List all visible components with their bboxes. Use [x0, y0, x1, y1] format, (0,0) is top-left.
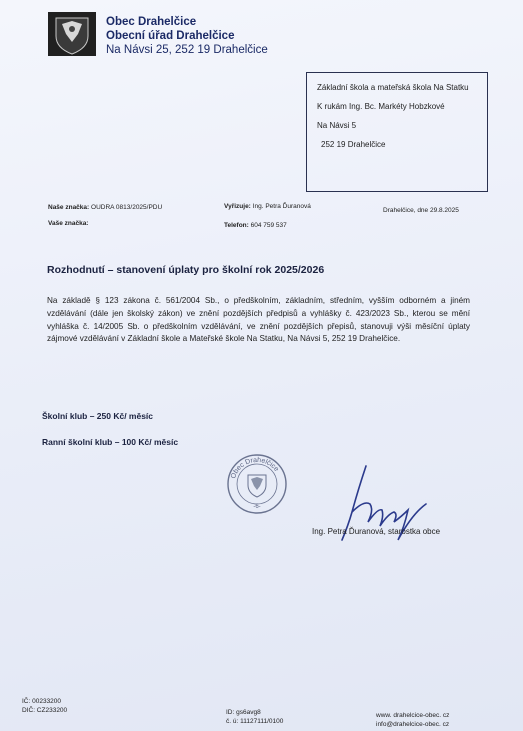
footer-dic: DIČ: CZ233200	[22, 707, 68, 714]
municipality-header	[106, 15, 268, 57]
footer-ids	[22, 697, 67, 715]
signatory: Ing. Petra Ďuranová, starostka obce	[312, 527, 441, 536]
footer-web-link[interactable]: www. drahelcice-obec. cz	[376, 712, 450, 719]
recipient-line-2: K rukám Ing. Bc. Markéty Hobzkové	[317, 102, 445, 111]
footer-ic: IČ: 00233200	[22, 698, 62, 705]
recipient-line-3: Na Návsi 5	[317, 121, 357, 130]
footer-contact	[376, 711, 449, 729]
footer-account: č. ú: 11127111/0100	[226, 718, 284, 725]
footer-bank	[226, 708, 283, 726]
our-reference-label: Naše značka:	[48, 204, 90, 211]
handled-by	[224, 203, 311, 210]
coat-of-arms-icon	[48, 12, 96, 56]
phone-value: 604 759 537	[250, 222, 287, 229]
handled-by-label: Vyřizuje:	[224, 203, 251, 210]
your-reference	[48, 220, 88, 227]
fee-school-club: Školní klub – 250 Kč/ měsíc	[42, 411, 154, 421]
fee-morning-club: Ranní školní klub – 100 Kč/ měsíc	[42, 437, 179, 447]
header-line-2: Obecní úřad Drahelčice	[106, 30, 235, 42]
your-reference-label: Vaše značka:	[48, 220, 89, 227]
document-date: Drahelčice, dne 29.8.2025	[383, 207, 459, 214]
our-reference-value: OUDRA 0813/2025/PDU	[91, 204, 163, 211]
official-stamp	[226, 453, 288, 515]
footer-email-link[interactable]: info@drahelcice-obec. cz	[376, 721, 450, 728]
document-title: Rozhodnutí – stanovení úplaty pro školní rok 2025/2026	[47, 264, 325, 276]
header-line-1: Obec Drahelčice	[106, 16, 197, 28]
our-reference	[48, 204, 162, 211]
stamp-text: Obec Drahelčice	[229, 456, 280, 480]
header-line-3: Na Návsi 25, 252 19 Drahelčice	[106, 44, 268, 56]
handwritten-signature	[322, 460, 432, 550]
footer-data-box-id: ID: gs6avg8	[226, 709, 261, 716]
svg-text:Obec Drahelčice	[230, 457, 280, 480]
recipient-line-1: Základní škola a mateřská škola Na Statku	[317, 83, 469, 92]
recipient-address-box	[306, 72, 488, 192]
phone-label: Telefon:	[224, 222, 249, 229]
stamp-number: -6-	[253, 504, 261, 510]
handled-by-value: Ing. Petra Ďuranová	[252, 203, 311, 210]
phone	[224, 222, 287, 229]
recipient-line-4: 252 19 Drahelčice	[321, 140, 386, 149]
decision-body-text: Na základě § 123 zákona č. 561/2004 Sb., o předškolním, základním, středním, vyšším odborném a jiném vzdělávání (dále jen školský zákon) ve znění pozdějších předpisů a vyhlášky č. 423/2023 Sb., kterou se mění vyhláška č. 14/2005 Sb. o předškolním vzdělávání, ve znění pozdějších přepisů, stanovuji výši měsíční úplaty zájmové vzdělávání v Základní škole a Mateřské škole Na Statku, Na Návsi 5, 252 19 Drahelčice.	[47, 296, 470, 344]
